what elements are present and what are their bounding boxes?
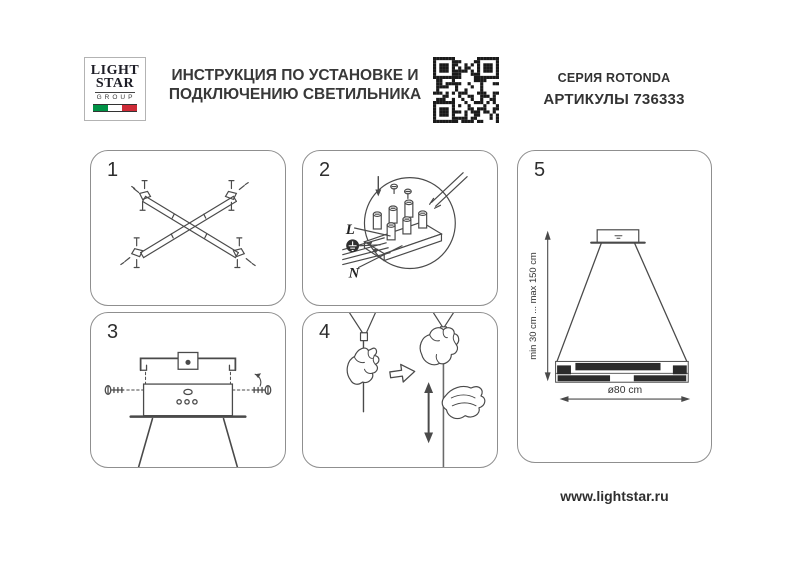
step-number: 3 [107,321,119,343]
website-url: www.lightstar.ru [560,488,669,504]
panel-step-4-adjustment [302,312,498,468]
logo-word-group: GROUP [96,94,136,101]
step-number: 1 [107,159,119,181]
logo-word-star: STAR [95,75,135,91]
bracket-diagram-icon [91,313,285,467]
logo-word-light: LIGHT [90,63,140,78]
title-line-1: ИНСТРУКЦИЯ ПО УСТАНОВКЕ И [171,67,419,84]
panel-step-3-bracket [90,312,286,468]
page-title [158,66,432,104]
wiring-diagram-icon [303,151,497,305]
title-line-2: ПОДКЛЮЧЕНИЮ СВЕТИЛЬНИКА [168,86,422,103]
step-number: 4 [319,321,331,343]
live-wire-label: L [345,221,355,238]
logo-divider [95,92,135,93]
panel-step-2-wiring [302,150,498,306]
flag-white [108,105,123,111]
product-info [518,71,710,108]
lightstar-logo [84,57,146,121]
step-number: 5 [534,159,546,181]
qr-code-icon [433,57,499,123]
lamp-dimensions-diagram-icon [518,151,711,462]
flag-green [93,105,108,111]
step-number: 2 [319,159,331,181]
adjustment-diagram-icon [303,313,497,467]
series-label: СЕРИЯ ROTONDA [557,71,671,85]
panel-step-5-dimensions [517,150,712,463]
height-dimension-label: min 30 cm ... max 150 cm [526,252,538,360]
flag-red [122,105,137,111]
italian-flag-stripe [93,104,137,112]
diameter-dimension-label: ø80 cm [607,385,643,397]
article-number: АРТИКУЛЫ 736333 [543,91,685,108]
crossbars-diagram-icon [91,151,285,305]
panel-step-1-crossbars [90,150,286,306]
neutral-wire-label: N [348,265,360,282]
